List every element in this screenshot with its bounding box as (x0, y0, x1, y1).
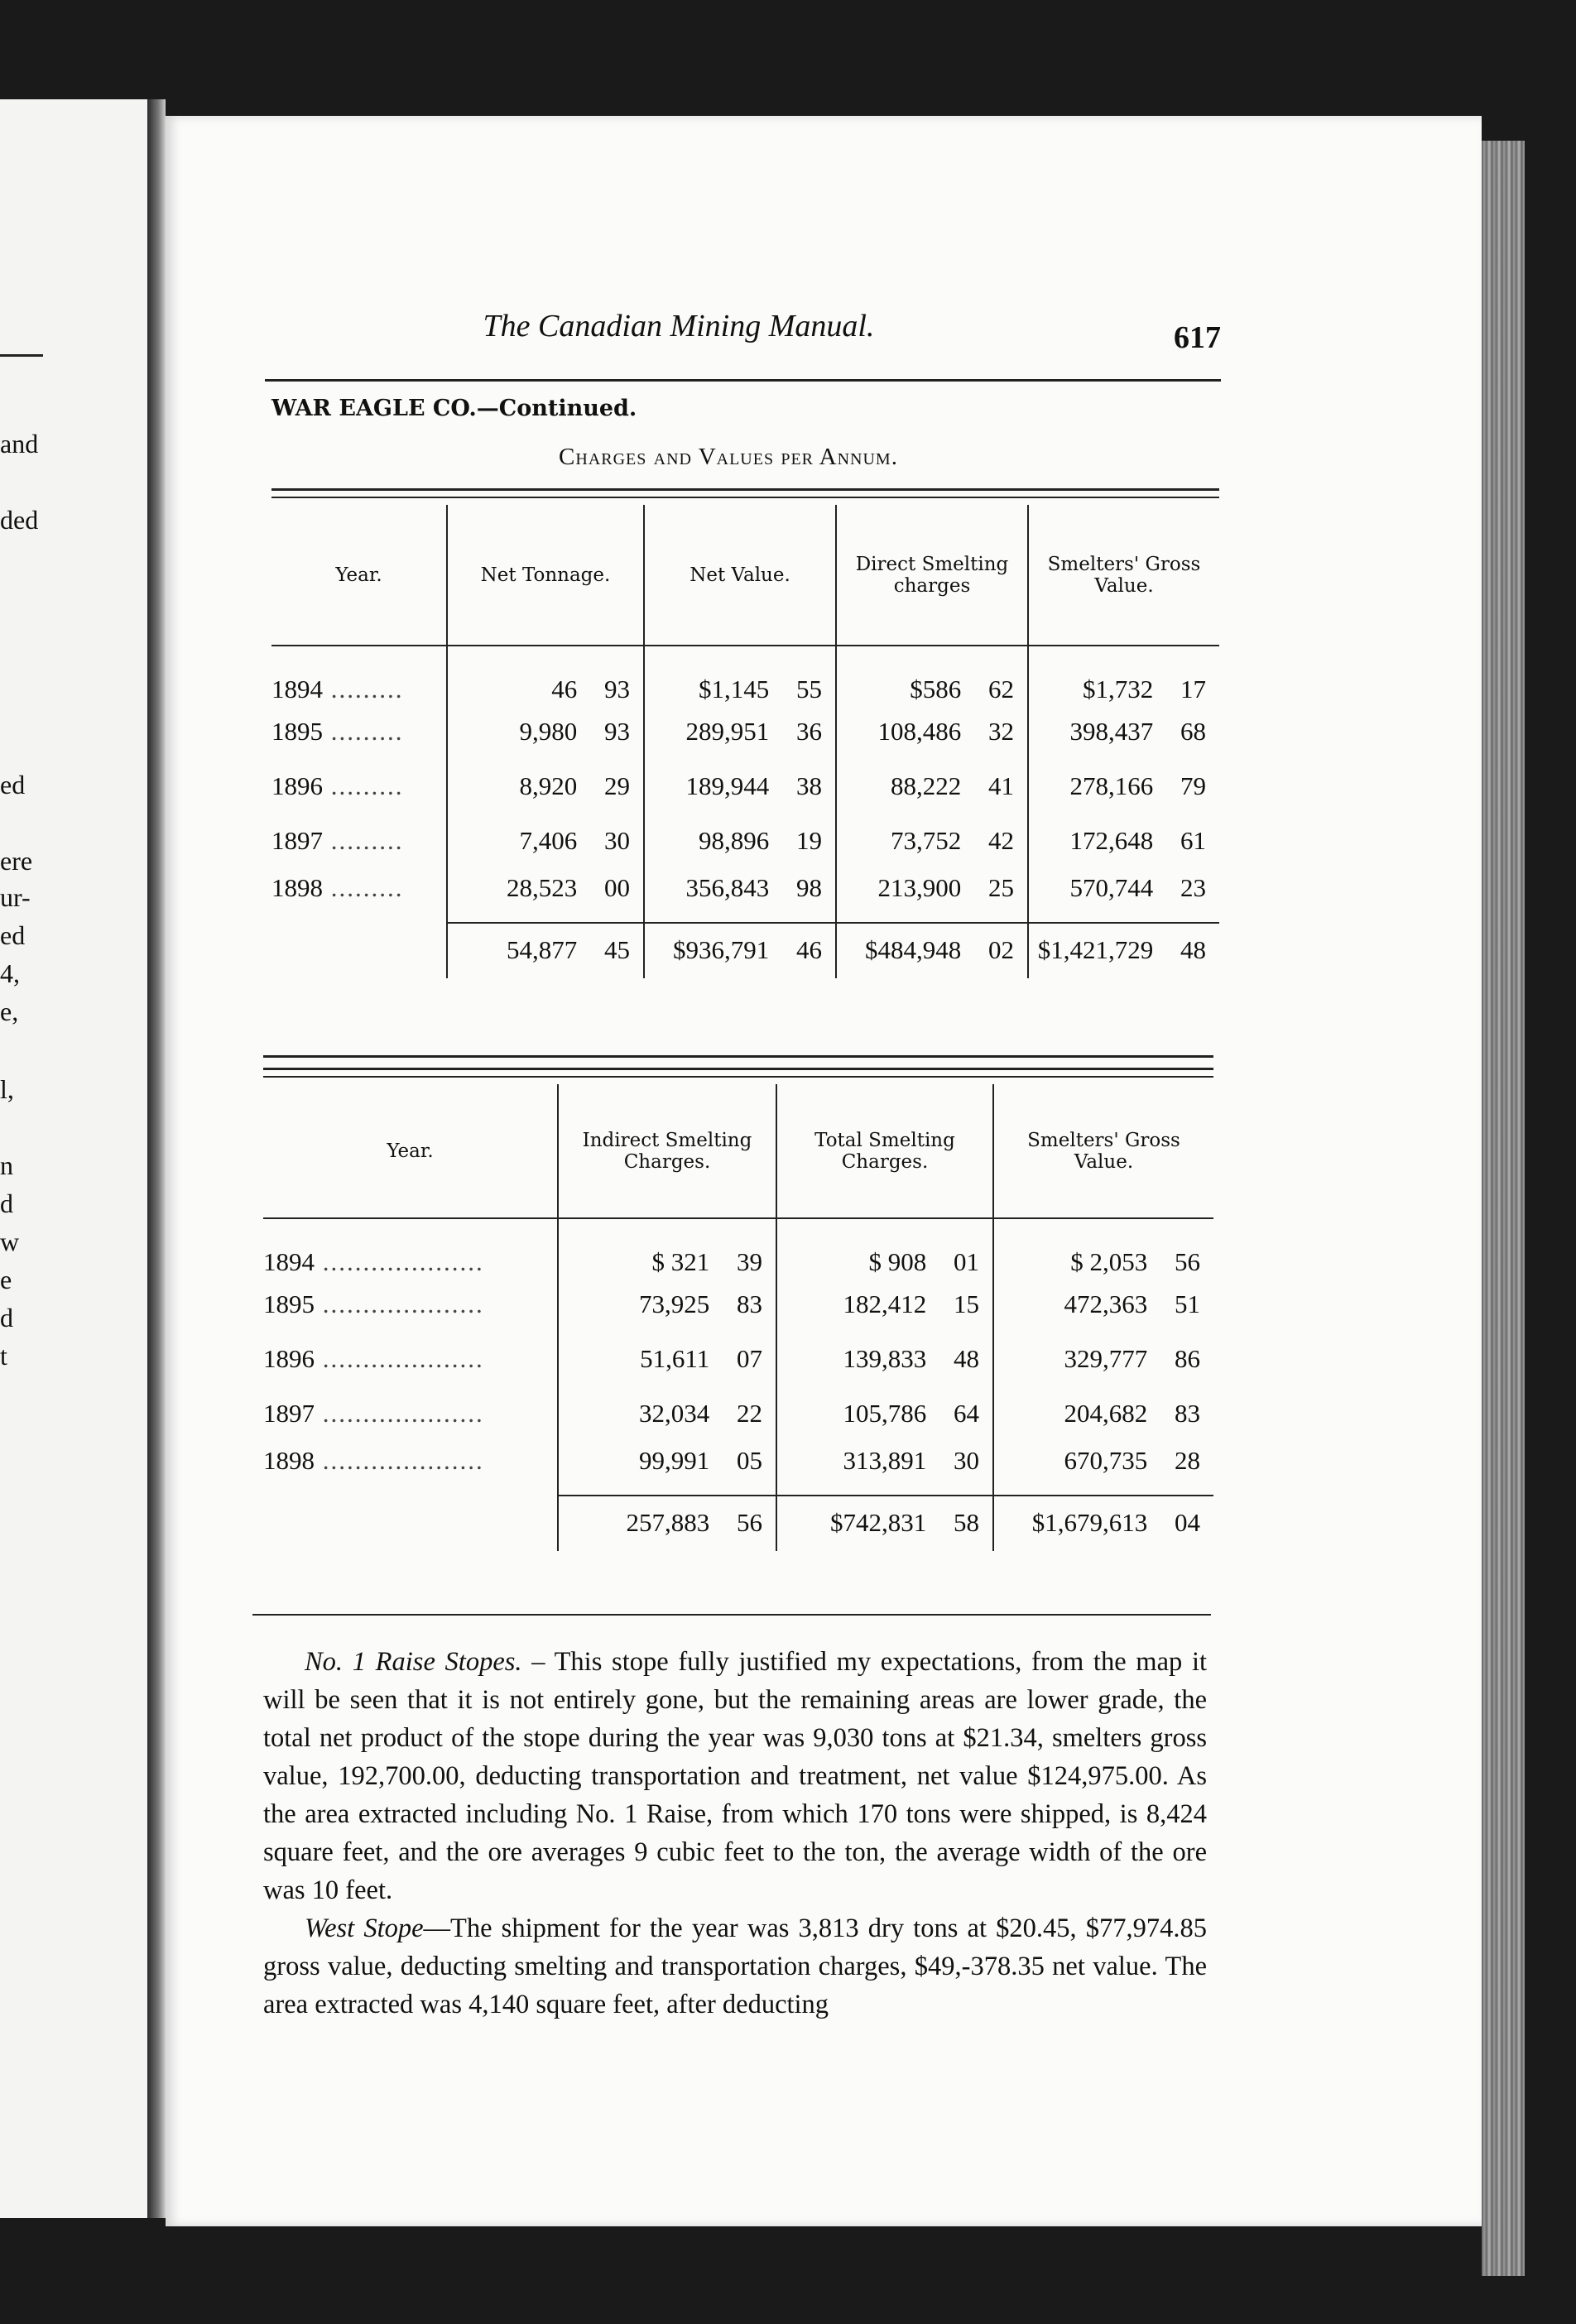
value-cell: $1,732 17 (1028, 646, 1219, 704)
value-cell: 204,682 83 (993, 1386, 1213, 1441)
book-gutter (147, 99, 166, 2218)
value-cell: 99,991 05 (558, 1441, 776, 1496)
year-cell: 1895 .................... (263, 1289, 484, 1318)
paragraph-west-stope: West Stope—The shipment for the year was 3,813 dry tons at $20.45, $77,974.85 gross value, deducting smelting and transportation charges, $49,-378.35 net value. The area extracted was 4,140 square feet, after deducting (263, 1913, 1207, 2019)
value-cell: 172,648 61 (1028, 814, 1219, 868)
col-header-year: Year. (271, 505, 447, 646)
total-cell: $484,948 02 (836, 923, 1028, 978)
table-caption: Charges and Values per Annum. (559, 444, 898, 470)
value-cell: 73,752 42 (836, 814, 1028, 868)
total-cell: $1,679,613 04 (993, 1496, 1213, 1551)
body-text (263, 1643, 1207, 2024)
year-cell: 1897 .................... (263, 1399, 484, 1428)
year-cell: 1894 .................... (263, 1247, 484, 1276)
value-cell: 46 93 (447, 646, 644, 704)
table-row (271, 759, 1219, 814)
value-cell: 139,833 48 (776, 1332, 993, 1386)
value-cell: 88,222 41 (836, 759, 1028, 814)
value-cell: 313,891 30 (776, 1441, 993, 1496)
totals-row (271, 923, 1219, 978)
table2-top-rule (263, 1068, 1213, 1070)
col-header-year: Year. (263, 1084, 558, 1218)
value-cell: 51,611 07 (558, 1332, 776, 1386)
left-fragment: 4, (0, 958, 20, 988)
total-cell: $742,831 58 (776, 1496, 993, 1551)
left-fragment: d (0, 1188, 13, 1218)
value-cell: $ 2,053 56 (993, 1218, 1213, 1277)
table-row (271, 814, 1219, 868)
left-fragment: and (0, 429, 39, 459)
value-cell: $ 908 01 (776, 1218, 993, 1277)
year-cell: 1896 ......... (271, 771, 404, 800)
left-fragment: e, (0, 996, 19, 1026)
total-cell: 54,877 45 (447, 923, 644, 978)
col-header-smelters-gross: Smelters' Gross Value. (1028, 505, 1219, 646)
col-header-net-value: Net Value. (644, 505, 836, 646)
table1-top-rule-2 (271, 497, 1219, 498)
year-cell: 1896 .................... (263, 1344, 484, 1373)
value-cell: $1,145 55 (644, 646, 836, 704)
running-title: The Canadian Mining Manual. (483, 309, 875, 343)
col-header-direct-smelting: Direct Smelting charges (836, 505, 1028, 646)
value-cell: 7,406 30 (447, 814, 644, 868)
value-cell: 28,523 00 (447, 868, 644, 923)
left-page-rule (0, 354, 43, 357)
paragraph-raise-stopes: No. 1 Raise Stopes. – This stope fully justified my expectations, from the map it will be seen that it is not entirely gone, but the remaining areas are lower grade, the total net product of the stope during the year was 9,030 tons at $21.34, smelters gross value, 192,700.00, deducting transportation and treatment, net value $124,975.00. As the area extracted including No. 1 Raise, from which 170 tons were shipped, is 8,424 square feet, and the ore averages 9 cubic feet to the ton, the average width of the ore was 10 feet. (263, 1647, 1207, 1905)
table-charges-values (271, 505, 1219, 978)
left-fragment: d (0, 1303, 13, 1332)
left-facing-page (0, 99, 147, 2218)
left-fragment: ere (0, 846, 33, 876)
value-cell: 356,843 98 (644, 868, 836, 923)
value-cell: 213,900 25 (836, 868, 1028, 923)
value-cell: 105,786 64 (776, 1386, 993, 1441)
value-cell: 472,363 51 (993, 1277, 1213, 1332)
table-row (263, 1386, 1213, 1441)
value-cell: 98,896 19 (644, 814, 836, 868)
left-fragment: n (0, 1150, 13, 1180)
col-header-indirect-smelting: Indirect Smelting Charges. (558, 1084, 776, 1218)
section-heading: WAR EAGLE CO.—Continued. (271, 396, 637, 421)
left-fragment: ed (0, 920, 26, 950)
year-cell: 1894 ......... (271, 675, 404, 703)
value-cell: 32,034 22 (558, 1386, 776, 1441)
left-fragment: ed (0, 770, 26, 799)
table2-bottom-rule (252, 1614, 1211, 1616)
value-cell: 329,777 86 (993, 1332, 1213, 1386)
value-cell: 570,744 23 (1028, 868, 1219, 923)
table-smelting-charges (263, 1084, 1213, 1551)
page-edge-stack (1482, 141, 1525, 2276)
year-cell: 1897 ......... (271, 826, 404, 855)
col-header-smelters-gross: Smelters' Gross Value. (993, 1084, 1213, 1218)
left-fragment: ded (0, 505, 39, 535)
value-cell: 289,951 36 (644, 704, 836, 759)
col-header-net-tonnage: Net Tonnage. (447, 505, 644, 646)
value-cell: 182,412 15 (776, 1277, 993, 1332)
year-cell: 1895 ......... (271, 717, 404, 746)
left-fragment: t (0, 1341, 7, 1371)
totals-row (263, 1496, 1213, 1551)
left-fragment: l, (0, 1074, 14, 1104)
table-row (263, 1277, 1213, 1332)
paragraph-lead: West Stope (305, 1913, 424, 1943)
value-cell: 398,437 68 (1028, 704, 1219, 759)
col-header-total-smelting: Total Smelting Charges. (776, 1084, 993, 1218)
value-cell: 278,166 79 (1028, 759, 1219, 814)
total-cell: $1,421,729 48 (1028, 923, 1219, 978)
value-cell: 670,735 28 (993, 1441, 1213, 1496)
table-row (271, 704, 1219, 759)
table2-top-rule-2 (263, 1076, 1213, 1078)
table-row (271, 868, 1219, 923)
page-number: 617 (1174, 320, 1221, 355)
table-row (271, 646, 1219, 704)
left-fragment: e (0, 1265, 12, 1294)
value-cell: $586 62 (836, 646, 1028, 704)
total-cell: $936,791 46 (644, 923, 836, 978)
table-row (263, 1332, 1213, 1386)
left-fragment: ur- (0, 882, 31, 912)
table-row (263, 1218, 1213, 1277)
value-cell: 73,925 83 (558, 1277, 776, 1332)
year-cell: 1898 ......... (271, 873, 404, 902)
table1-bottom-rule (263, 1055, 1213, 1058)
paragraph-lead: No. 1 Raise Stopes. (305, 1647, 522, 1677)
value-cell: $ 321 39 (558, 1218, 776, 1277)
value-cell: 189,944 38 (644, 759, 836, 814)
table-row (263, 1441, 1213, 1496)
value-cell: 9,980 93 (447, 704, 644, 759)
year-cell: 1898 .................... (263, 1446, 484, 1475)
value-cell: 108,486 32 (836, 704, 1028, 759)
header-rule (265, 379, 1221, 382)
left-fragment: w (0, 1227, 20, 1256)
value-cell: 8,920 29 (447, 759, 644, 814)
total-cell: 257,883 56 (558, 1496, 776, 1551)
table1-top-rule (271, 488, 1219, 491)
